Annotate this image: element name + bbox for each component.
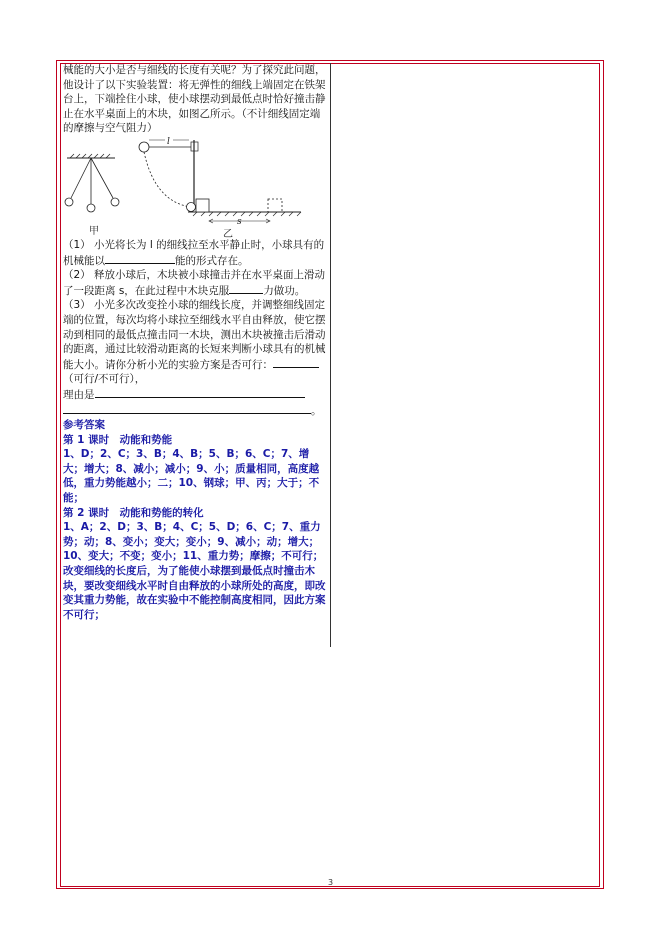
blank-3 — [273, 357, 319, 368]
label-s: s — [237, 216, 242, 227]
label-l: l — [167, 136, 170, 147]
pendulum-diagram — [63, 136, 327, 238]
lesson2-title: 第 2 课时 动能和势能的转化 — [63, 506, 204, 519]
figure-jia — [65, 154, 119, 238]
blank-4a — [95, 387, 305, 398]
experiment-figure — [63, 136, 327, 238]
question-3: （3） 小光多次改变拴小球的细线长度，并调整细线固定端的位置，每次均将小球拉至细线水平自由释放，使它摆动到相同的最低点撞击同一木块，测出木块被撞击后滑动的距离，通过比较滑动距离的长短来判断小球具有的机械能大小。请你分析小光的实验方案是否可行：（可行/不可行）， 理由是 。 — [63, 299, 326, 417]
answers-heading: 参考答案 — [63, 419, 105, 432]
blank-4b — [63, 403, 311, 414]
label-jia: 甲 — [89, 225, 99, 237]
question-2: （2） 释放小球后，木块被小球撞击并在水平桌面上滑动了一段距离 s，在此过程中木块克服 力做功。 — [63, 269, 326, 297]
lesson1-answers: 1、D；2、C；3、B；4、B；5、B；6、C；7、增大；增大；8、减小；减小；9、小；质量相同，高度越低，重力势能越小；二；10、钢球；甲、丙；大于；不能； — [63, 448, 320, 505]
blank-1 — [105, 253, 175, 264]
label-yi: 乙 — [223, 228, 233, 238]
figure-yi — [139, 137, 301, 238]
lesson1-title: 第 1 课时 动能和势能 — [63, 433, 173, 446]
blank-2 — [229, 283, 263, 294]
intro-paragraph: 械能的大小是否与细线的长度有关呢？为了探究此问题，他设计了以下实验装置：将无弹性的细线上端固定在铁架台上，下端拴住小球，使小球摆动到最低点时恰好撞击静止在水平桌面上的木块，如图乙所示。（不计细线固定端的摩擦与空气阻力） — [63, 64, 326, 135]
lesson2-answers: 1、A；2、D；3、B；4、C；5、D；6、C；7、重力势；动；8、变小；变大；变小；9、减小；动；增大；10、变大；不变；变小；11、重力势；摩擦；不可行；改变细线的长度后，为了能使小球摆到最低点时撞击木块，要改变细线水平时自由释放的小球所处的高度，即改变其重力势能，故在实验中不能控制高度相同，因此方案不可行； — [63, 521, 326, 621]
column-divider — [330, 63, 331, 647]
page-number: 3 — [327, 878, 334, 887]
content-column — [63, 63, 327, 622]
question-1: （1） 小光将长为 l 的细线拉至水平静止时，小球具有的机械能以 能的形式存在。 — [63, 238, 325, 267]
